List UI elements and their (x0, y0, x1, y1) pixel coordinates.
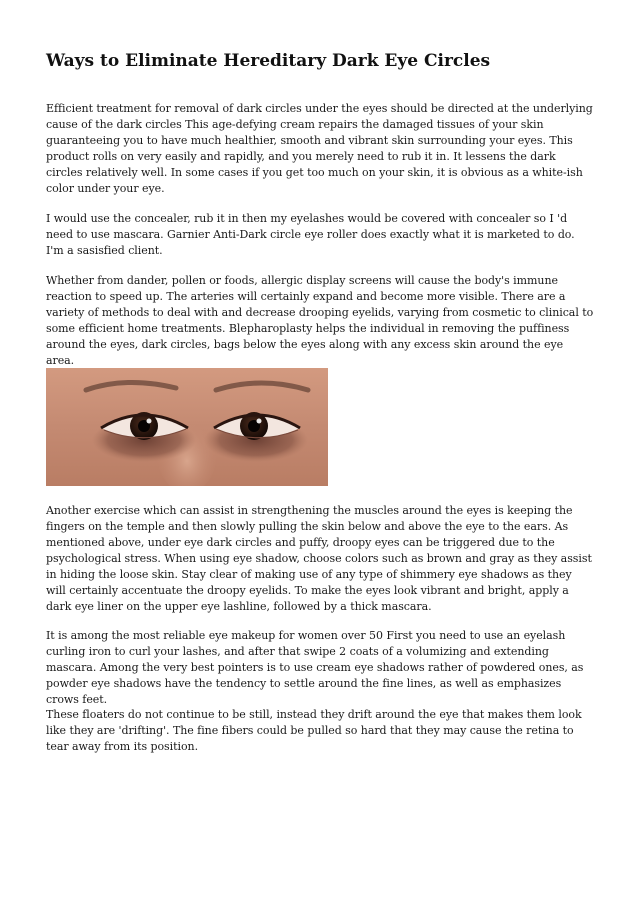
paragraph-2: I would use the concealer, rub it in then my eyelashes would be covered with concealer so I 'd need to use mascara. Garnier Anti-Dark circle eye roller does exactly what it is marketed to do. I'm a sasisfied client. (46, 212, 575, 257)
paragraph-1: Efficient treatment for removal of dark circles under the eyes should be directed at the underlying cause of the dark circles This age-defying cream repairs the damaged tissues of your skin guaranteeing you to have much healthier, smooth and vibrant skin surrounding your eyes. This product rolls on very easily and rapidly, and you merely need to rub it in. It lessens the dark circles relatively well. In some cases if you get too much on your skin, it is obvious as a white-ish color under your eye. (46, 102, 593, 195)
paragraph-6: These floaters do not continue to be still, instead they drift around the eye that makes them look like they are 'drifting'. The fine fibers could be pulled so hard that they may cause the retina to tear away from its position. (46, 708, 582, 753)
dark-circles-eye-photo (46, 368, 328, 486)
paragraph-4: Another exercise which can assist in strengthening the muscles around the eyes is keeping the fingers on the temple and then slowly pulling the skin below and above the eye to the ears. As mentioned above, under eye dark circles and puffy, droopy eyes can be triggered due to the psychological stress. When using eye shadow, choose colors such as brown and gray as they assist in hiding the loose skin. Stay clear of making use of any type of shimmery eye shadows as they will certainly accentuate the droopy eyelids. To make the eyes look vibrant and bright, apply a dark eye liner on the upper eye lashline, followed by a thick mascara. (46, 504, 592, 613)
paragraph-3: Whether from dander, pollen or foods, allergic display screens will cause the body's immune reaction to speed up. The arteries will certainly expand and become more visible. There are a variety of methods to deal with and decrease drooping eyelids, varying from cosmetic to clinical to some efficient home treatments. Blepharoplasty helps the individual in removing the puffiness around the eyes, dark circles, bags below the eyes along with any excess skin around the eye area. (46, 274, 594, 367)
page-title: Ways to Eliminate Hereditary Dark Eye Circles (46, 51, 491, 71)
paragraph-5: It is among the most reliable eye makeup for women over 50 First you need to use an eyelash curling iron to curl your lashes, and after that swipe 2 coats of a volumizing and extending mascara. Among the very best pointers is to use cream eye shadows rather of powdered ones, as powder eye shadows have the tendency to settle around the fine lines, as well as emphasizes crows feet. (46, 629, 584, 706)
eye-photo-illustration (46, 368, 328, 486)
